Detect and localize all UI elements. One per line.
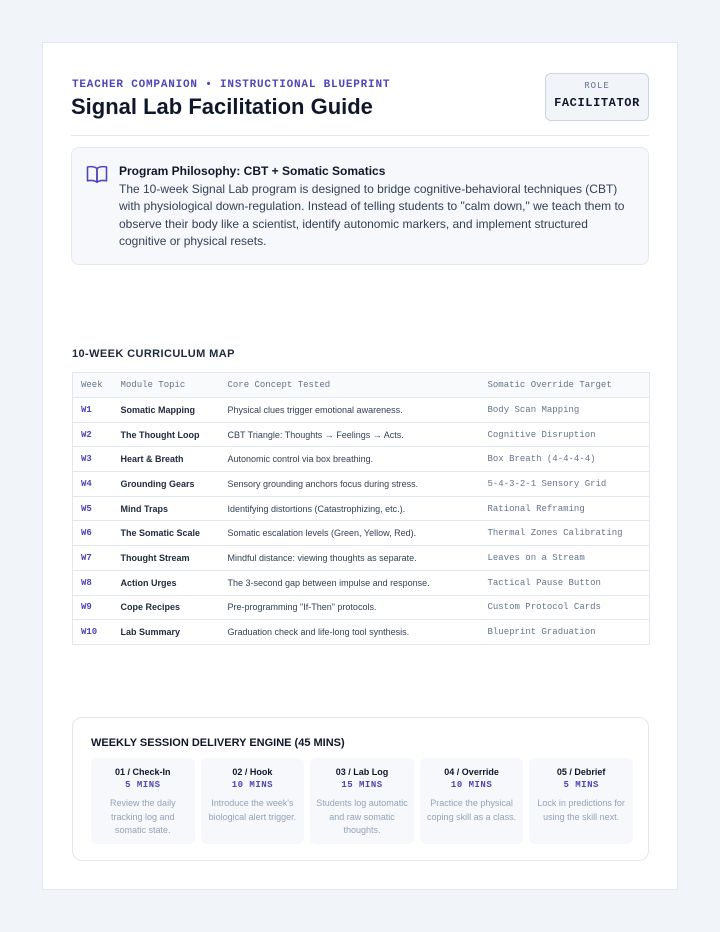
cell-week: W3 [73, 447, 113, 472]
step-description: Lock in predictions for using the skill next. [537, 798, 625, 822]
step-duration: 15 MINS [341, 780, 383, 790]
table-row [73, 595, 650, 620]
cell-target: Body Scan Mapping [480, 398, 650, 423]
cell-concept: Identifying distortions (Catastrophizing, etc.). [220, 496, 480, 521]
table-row [73, 570, 650, 595]
cell-target: Leaves on a Stream [480, 546, 650, 571]
step-description: Practice the physical coping skill as a class. [427, 798, 517, 822]
step-card [201, 758, 305, 844]
cell-week: W2 [73, 422, 113, 447]
table-header-row [73, 373, 650, 398]
header-kicker: TEACHER COMPANION • INSTRUCTIONAL BLUEPRINT [72, 79, 391, 91]
cell-topic: The Thought Loop [113, 422, 220, 447]
cell-concept: Graduation check and life-long tool synthesis. [220, 620, 480, 645]
cell-concept: Autonomic control via box breathing. [220, 447, 480, 472]
step-card [420, 758, 524, 844]
header-core-concept: Core Concept Tested [220, 373, 480, 398]
cell-week: W1 [73, 398, 113, 423]
step-title: 03 / Lab Log [335, 767, 389, 777]
cell-week: W8 [73, 570, 113, 595]
step-title: 04 / Override [444, 767, 499, 777]
table-row [73, 472, 650, 497]
table-row [73, 521, 650, 546]
guide-card [42, 42, 678, 890]
engine-title: WEEKLY SESSION DELIVERY ENGINE (45 MINS) [91, 737, 345, 749]
cell-concept: Somatic escalation levels (Green, Yellow, Red). [220, 521, 480, 546]
page-title: Signal Lab Facilitation Guide [71, 94, 373, 119]
header-divider [71, 135, 649, 136]
step-duration: 10 MINS [450, 780, 493, 790]
cell-concept: Mindful distance: viewing thoughts as separate. [220, 546, 480, 571]
header-module-topic: Module Topic [113, 373, 220, 398]
step-description: Review the daily tracking log and somatic state. [110, 798, 176, 835]
step-title: 02 / Hook [232, 767, 273, 777]
cell-topic: Action Urges [113, 570, 220, 595]
cell-week: W7 [73, 546, 113, 571]
session-engine-panel [72, 717, 649, 861]
cell-concept: Sensory grounding anchors focus during stress. [220, 472, 480, 497]
cell-concept: Pre-programming "If-Then" protocols. [220, 595, 480, 620]
book-open-icon [86, 165, 108, 183]
philosophy-body: The 10-week Signal Lab program is designed to bridge cognitive-behavioral techniques (CBT) with physiological down-regulation. Instead of telling students to "calm down," we teach them to observe their body like a scientist, identify autonomic markers, and implement structured cognitive or physical resets. [119, 182, 625, 249]
role-badge [545, 73, 649, 121]
curriculum-title: 10-WEEK CURRICULUM MAP [72, 348, 235, 360]
cell-topic: Grounding Gears [113, 472, 220, 497]
step-card [310, 758, 414, 844]
cell-topic: Somatic Mapping [113, 398, 220, 423]
step-duration: 10 MINS [231, 780, 274, 790]
header-somatic-target: Somatic Override Target [480, 373, 650, 398]
cell-week: W4 [73, 472, 113, 497]
cell-concept: Physical clues trigger emotional awareness. [220, 398, 480, 423]
role-label: ROLE [584, 81, 610, 91]
step-description: Introduce the week's biological alert trigger. [208, 798, 297, 822]
step-duration: 5 MINS [563, 780, 599, 790]
table-row [73, 496, 650, 521]
table-row [73, 422, 650, 447]
step-title: 05 / Debrief [556, 767, 606, 777]
step-card [529, 758, 633, 844]
table-row [73, 546, 650, 571]
philosophy-callout [71, 147, 649, 265]
cell-target: Box Breath (4-4-4-4) [480, 447, 650, 472]
step-card [91, 758, 195, 844]
cell-target: Rational Reframing [480, 496, 650, 521]
table-row [73, 398, 650, 423]
step-description: Students log automatic and raw somatic thoughts. [316, 798, 408, 835]
cell-target: Cognitive Disruption [480, 422, 650, 447]
step-duration: 5 MINS [125, 780, 161, 790]
philosophy-title: Program Philosophy: CBT + Somatic Somatics [119, 164, 386, 178]
role-value: FACILITATOR [554, 96, 640, 110]
cell-target: Thermal Zones Calibrating [480, 521, 650, 546]
cell-topic: Lab Summary [113, 620, 220, 645]
engine-steps [91, 758, 633, 844]
cell-topic: Cope Recipes [113, 595, 220, 620]
curriculum-table [72, 372, 650, 645]
table-row [73, 447, 650, 472]
cell-concept: The 3-second gap between impulse and response. [220, 570, 480, 595]
cell-week: W9 [73, 595, 113, 620]
cell-topic: The Somatic Scale [113, 521, 220, 546]
cell-target: 5-4-3-2-1 Sensory Grid [480, 472, 650, 497]
step-title: 01 / Check-In [115, 767, 171, 777]
cell-week: W5 [73, 496, 113, 521]
table-row [73, 620, 650, 645]
cell-week: W6 [73, 521, 113, 546]
cell-topic: Mind Traps [113, 496, 220, 521]
cell-target: Blueprint Graduation [480, 620, 650, 645]
cell-target: Custom Protocol Cards [480, 595, 650, 620]
cell-concept: CBT Triangle: Thoughts → Feelings → Acts. [220, 422, 480, 447]
cell-week: W10 [73, 620, 113, 645]
cell-target: Tactical Pause Button [480, 570, 650, 595]
header-week: Week [73, 373, 113, 398]
cell-topic: Thought Stream [113, 546, 220, 571]
cell-topic: Heart & Breath [113, 447, 220, 472]
